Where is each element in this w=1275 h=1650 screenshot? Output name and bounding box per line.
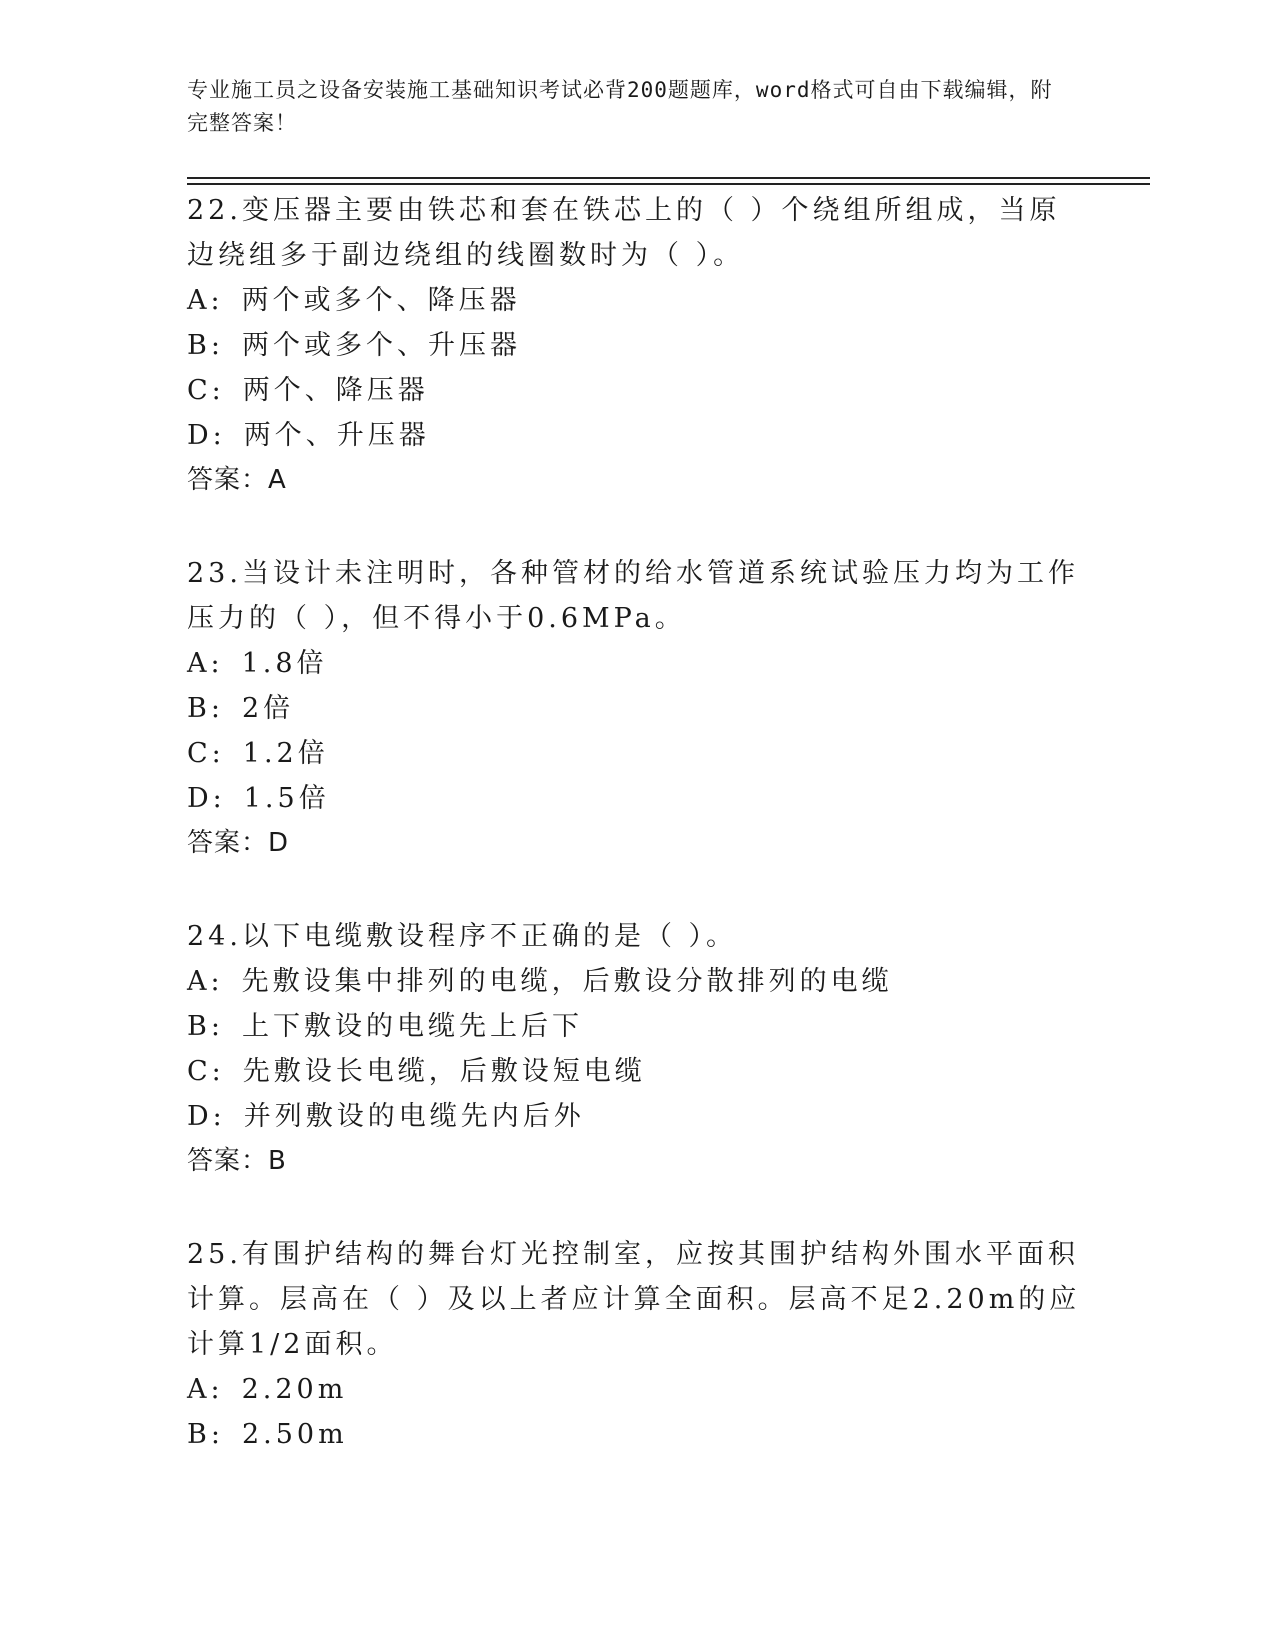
option-a (187, 641, 1087, 686)
option-b (187, 1004, 1087, 1049)
option-key: B: (187, 1419, 224, 1450)
option-text: 两个或多个、降压器 (241, 285, 521, 316)
option-a (187, 278, 1087, 323)
option-key: B: (187, 693, 224, 724)
option-d (187, 1094, 1087, 1139)
answer-line: 答案：B (187, 1146, 287, 1176)
header-divider-bottom (187, 183, 1150, 185)
option-text: 2倍 (241, 693, 295, 724)
option-d (187, 776, 1087, 821)
option-text: 1.5倍 (243, 783, 330, 814)
option-text: 并列敷设的电缆先内后外 (243, 1101, 585, 1132)
document-header (187, 74, 1067, 140)
option-a (187, 1367, 1087, 1412)
answer-line: 答案：D (187, 828, 290, 858)
option-key: D: (187, 420, 226, 451)
option-b (187, 323, 1087, 368)
question-23 (187, 551, 1087, 866)
question-22 (187, 188, 1087, 503)
option-key: B: (187, 330, 224, 361)
option-b (187, 1412, 1087, 1457)
option-key: D: (187, 783, 226, 814)
option-text: 两个、升压器 (243, 420, 430, 451)
option-text: 2.20m (241, 1374, 348, 1405)
header-text: 专业施工员之设备安装施工基础知识考试必背200题题库，word格式可自由下载编辑，附完整答案！ (187, 78, 1053, 135)
option-text: 两个或多个、升压器 (241, 330, 521, 361)
option-b (187, 686, 1087, 731)
option-text: 上下敷设的电缆先上后下 (241, 1011, 583, 1042)
option-c (187, 1049, 1087, 1094)
answer-line: 答案：A (187, 465, 287, 495)
option-c (187, 731, 1087, 776)
option-key: D: (187, 1101, 226, 1132)
option-key: C: (187, 1056, 225, 1087)
option-text: 2.50m (241, 1419, 348, 1450)
question-stem: 24.以下电缆敷设程序不正确的是（ ）。 (187, 921, 738, 952)
question-list (187, 188, 1087, 1457)
option-key: C: (187, 738, 225, 769)
option-key: A: (187, 966, 224, 997)
option-key: A: (187, 285, 224, 316)
option-text: 1.8倍 (241, 648, 328, 679)
option-key: B: (187, 1011, 224, 1042)
option-text: 两个、降压器 (242, 375, 429, 406)
header-divider-top (187, 177, 1150, 179)
question-stem: 25.有围护结构的舞台灯光控制室，应按其围护结构外围水平面积计算。层高在（ ）及以上者应计算全面积。层高不足2.20m的应计算1/2面积。 (187, 1239, 1081, 1360)
question-24 (187, 914, 1087, 1184)
question-stem: 23.当设计未注明时，各种管材的给水管道系统试验压力均为工作压力的（ ），但不得小于0.6MPa。 (187, 558, 1079, 634)
option-key: A: (187, 648, 224, 679)
option-a (187, 959, 1087, 1004)
option-key: A: (187, 1374, 224, 1405)
question-stem: 22.变压器主要由铁芯和套在铁芯上的（ ）个绕组所组成，当原边绕组多于副边绕组的线圈数时为（ ）。 (187, 195, 1061, 271)
option-text: 先敷设长电缆，后敷设短电缆 (242, 1056, 646, 1087)
option-c (187, 368, 1087, 413)
option-text: 1.2倍 (242, 738, 329, 769)
question-25 (187, 1232, 1087, 1457)
option-text: 先敷设集中排列的电缆，后敷设分散排列的电缆 (241, 966, 893, 997)
option-d (187, 413, 1087, 458)
option-key: C: (187, 375, 225, 406)
